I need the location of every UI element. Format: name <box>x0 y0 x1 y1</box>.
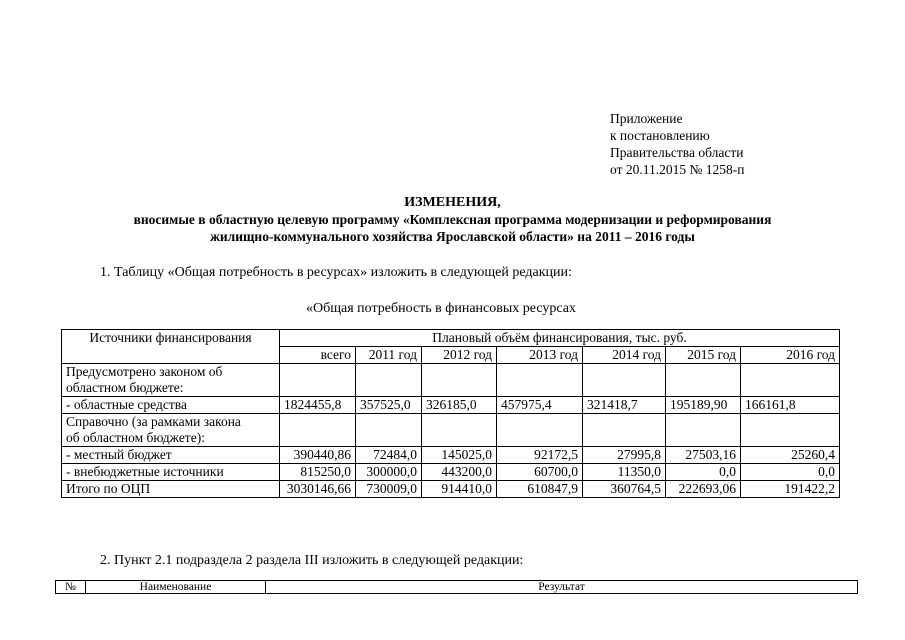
value-cell: 326185,0 <box>422 397 497 414</box>
empty-cell <box>583 414 666 447</box>
section1-label-line1: Предусмотрено законом об <box>66 364 223 379</box>
table-row-total <box>62 481 840 498</box>
document-subtitle-line-2: жилищно-коммунального хозяйства Ярославской области» на 2011 – 2016 годы <box>210 229 695 244</box>
table-header-row <box>62 330 840 347</box>
row-label: - внебюджетные источники <box>62 464 280 481</box>
results-table <box>55 580 858 594</box>
row-label: - местный бюджет <box>62 447 280 464</box>
value-cell: 3030146,66 <box>280 481 356 498</box>
col-header-2013: 2013 год <box>497 347 583 364</box>
value-cell: 321418,7 <box>583 397 666 414</box>
col-header-2014: 2014 год <box>583 347 666 364</box>
value-cell: 195189,90 <box>666 397 741 414</box>
empty-cell <box>497 414 583 447</box>
header-plan: Плановый объём финансирования, тыс. руб. <box>280 330 840 347</box>
empty-cell <box>741 414 840 447</box>
empty-cell <box>356 364 422 397</box>
section2-label-line2: об областном бюджете): <box>66 430 205 445</box>
document-title: ИЗМЕНЕНИЯ, <box>404 195 501 210</box>
col-header-2012: 2012 год <box>422 347 497 364</box>
row-label: Итого по ОЦП <box>62 481 280 498</box>
appendix-line-4: от 20.11.2015 № 1258-п <box>610 162 745 177</box>
value-cell: 730009,0 <box>356 481 422 498</box>
section1-label-line2: областном бюджете: <box>66 380 184 395</box>
appendix-block <box>610 110 744 178</box>
value-cell: 92172,5 <box>497 447 583 464</box>
empty-cell <box>422 364 497 397</box>
resources-table <box>61 329 840 498</box>
value-cell: 0,0 <box>741 464 840 481</box>
table-row-section2 <box>62 414 840 447</box>
appendix-line-1: Приложение <box>610 111 683 126</box>
empty-cell <box>583 364 666 397</box>
empty-cell <box>280 414 356 447</box>
empty-cell <box>666 364 741 397</box>
value-cell: 27995,8 <box>583 447 666 464</box>
col-header-2011: 2011 год <box>356 347 422 364</box>
col-header-2016: 2016 год <box>741 347 840 364</box>
section2-label <box>62 414 280 447</box>
table-row-local <box>62 447 840 464</box>
section2-label-line1: Справочно (за рамками закона <box>66 414 241 429</box>
value-cell: 300000,0 <box>356 464 422 481</box>
value-cell: 60700,0 <box>497 464 583 481</box>
table-row-regional <box>62 397 840 414</box>
results-table-header-row <box>56 581 858 594</box>
empty-cell <box>356 414 422 447</box>
empty-cell <box>280 364 356 397</box>
value-cell: 914410,0 <box>422 481 497 498</box>
value-cell: 166161,8 <box>741 397 840 414</box>
appendix-line-2: к постановлению <box>610 128 710 143</box>
col-header-number: № <box>56 581 86 594</box>
paragraph-1: 1. Таблицу «Общая потребность в ресурсах» изложить в следующей редакции: <box>100 265 572 280</box>
value-cell: 222693,06 <box>666 481 741 498</box>
value-cell: 0,0 <box>666 464 741 481</box>
empty-cell <box>422 414 497 447</box>
value-cell: 72484,0 <box>356 447 422 464</box>
value-cell: 610847,9 <box>497 481 583 498</box>
table-title: «Общая потребность в финансовых ресурсах <box>306 301 576 316</box>
value-cell: 25260,4 <box>741 447 840 464</box>
col-header-2015: 2015 год <box>666 347 741 364</box>
section1-label <box>62 364 280 397</box>
value-cell: 11350,0 <box>583 464 666 481</box>
value-cell: 360764,5 <box>583 481 666 498</box>
col-header-name: Наименование <box>86 581 266 594</box>
paragraph-2: 2. Пункт 2.1 подраздела 2 раздела III изложить в следующей редакции: <box>100 553 524 568</box>
table-row-extra <box>62 464 840 481</box>
value-cell: 457975,4 <box>497 397 583 414</box>
header-sources: Источники финансирования <box>62 330 280 364</box>
value-cell: 191422,2 <box>741 481 840 498</box>
document-subtitle-line-1: вносимые в областную целевую программу «Комплексная программа модернизации и реформирования <box>133 212 772 227</box>
value-cell: 357525,0 <box>356 397 422 414</box>
value-cell: 390440,86 <box>280 447 356 464</box>
col-header-result: Результат <box>266 581 858 594</box>
value-cell: 145025,0 <box>422 447 497 464</box>
empty-cell <box>666 414 741 447</box>
empty-cell <box>497 364 583 397</box>
value-cell: 815250,0 <box>280 464 356 481</box>
table-row-section1 <box>62 364 840 397</box>
value-cell: 1824455,8 <box>280 397 356 414</box>
value-cell: 27503,16 <box>666 447 741 464</box>
empty-cell <box>741 364 840 397</box>
col-header-total: всего <box>280 347 356 364</box>
row-label: - областные средства <box>62 397 280 414</box>
value-cell: 443200,0 <box>422 464 497 481</box>
appendix-line-3: Правительства области <box>610 145 744 160</box>
